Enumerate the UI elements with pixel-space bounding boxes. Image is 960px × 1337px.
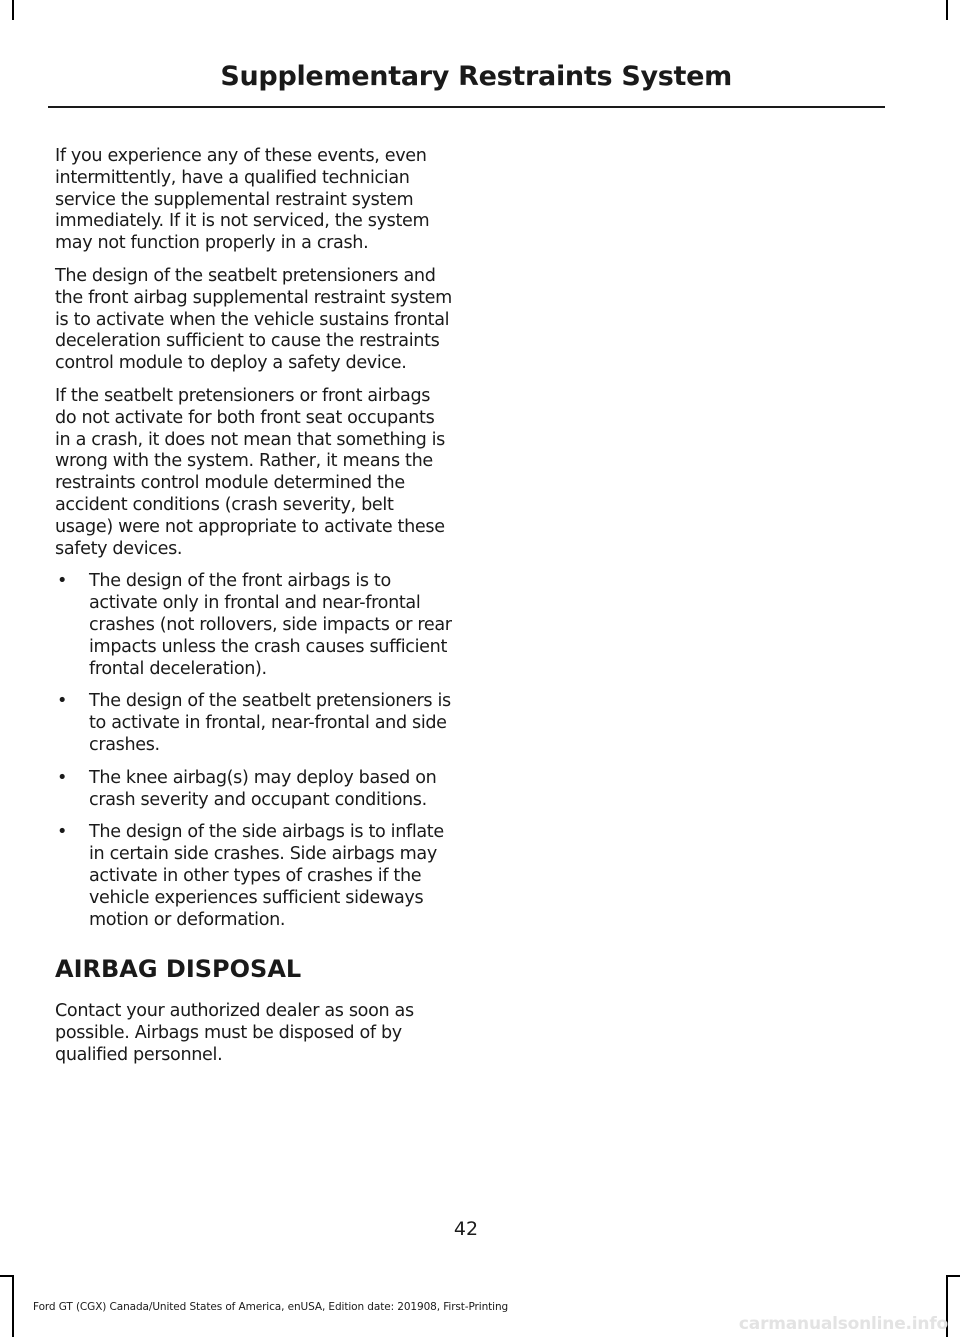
paragraph: The design of the seatbelt pretensioners and the front airbag supplemental restraint system is to activate when the vehicle sustains frontal deceleration sufficient to cause the restraints control module to deploy a safety device. <box>55 265 452 374</box>
edition-footer: Ford GT (CGX) Canada/United States of America, enUSA, Edition date: 201908, First-Printing <box>33 1301 509 1313</box>
section-heading: AIRBAG DISPOSAL <box>55 955 302 984</box>
list-item-text: The design of the side airbags is to inflate in certain side crashes. Side airbags may activate in other types of crashes if the vehicle experiences sufficient sideways motion or deformation. <box>89 822 444 930</box>
paragraph: If the seatbelt pretensioners or front airbags do not activate for both front seat occupants in a crash, it does not mean that something is wrong with the system. Rather, it means the restraints control module determined the accident conditions (crash severity, belt usage) were not appropriate to activate these safety devices. <box>55 385 445 559</box>
list-item <box>55 691 453 756</box>
bullet-icon: • <box>57 822 68 843</box>
crop-mark-bottom-left <box>12 1277 14 1337</box>
list-item-text: The knee airbag(s) may deploy based on crash severity and occupant conditions. <box>89 767 437 810</box>
bullet-icon: • <box>57 571 68 592</box>
main-content <box>55 146 453 1078</box>
page-number: 42 <box>453 1218 479 1240</box>
page-title: Supplementary Restraints System <box>220 61 732 92</box>
crop-mark-bottom-left <box>0 1275 14 1277</box>
crop-mark-top-right <box>946 0 948 20</box>
list-item-text: The design of the front airbags is to activate only in frontal and near-frontal crashes (not rollovers, side impacts or rear impacts unless the crash causes sufficient frontal deceleration). <box>89 571 452 679</box>
list-item <box>55 768 453 812</box>
crop-mark-bottom-right <box>946 1275 960 1277</box>
bullet-list <box>55 571 453 931</box>
bullet-icon: • <box>57 767 68 788</box>
crop-mark-top-left <box>12 0 14 20</box>
list-item <box>55 822 453 931</box>
bullet-icon: • <box>57 691 68 712</box>
paragraph: If you experience any of these events, even intermittently, have a qualified technician service the supplemental restraint system immediately. If it is not serviced, the system may not function properly in a crash. <box>55 146 430 254</box>
header-divider <box>48 106 885 108</box>
paragraph: Contact your authorized dealer as soon as possible. Airbags must be disposed of by qualified personnel. <box>55 1001 414 1065</box>
list-item-text: The design of the seatbelt pretensioners is to activate in frontal, near-frontal and side crashes. <box>89 691 451 755</box>
watermark: carmanualsonline.info <box>738 1314 948 1334</box>
list-item <box>55 571 453 680</box>
